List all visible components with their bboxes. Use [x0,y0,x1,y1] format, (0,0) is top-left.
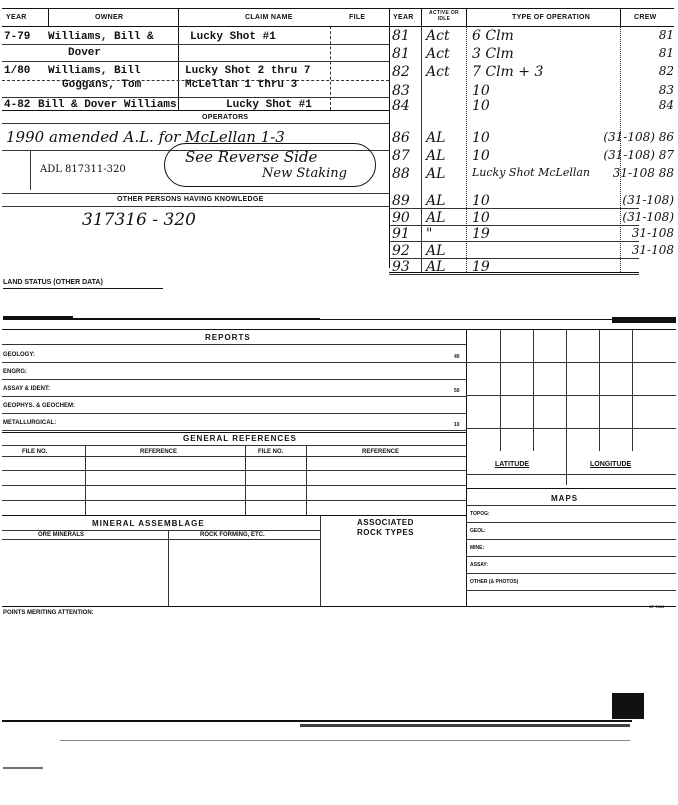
owner-row-3-year: 1/80 [4,65,31,77]
activity-row-7-year: 87 [392,148,410,164]
activity-row-8-status: AL [426,166,446,182]
operators-note-new-staking: New Staking [262,166,347,181]
activity-row-12-status: AL [426,243,446,259]
maps-item-2: GEOL: [470,528,486,534]
activity-row-1-type: 6 Clm [472,28,514,44]
header-owner: OWNER [95,14,124,21]
activity-row-3-year: 82 [392,64,410,80]
header-crew: CREW [634,14,657,21]
owner-row-1-claim: Lucky Shot #1 [190,31,276,43]
activity-row-13-type: 19 [472,259,490,275]
operators-note-1: 1990 amended A.L. for McLellan 1-3 [6,128,285,146]
activity-row-9-type: 10 [472,193,490,209]
activity-row-1-year: 81 [392,28,410,44]
operators-note-code: ADL 817311-320 [40,164,126,175]
owner-row-2-owner: Dover [68,47,102,59]
owner-row-5-claim: Lucky Shot #1 [226,99,312,111]
general-refs-file-no: FILE NO. [22,449,48,455]
general-refs-title: GENERAL REFERENCES [183,434,297,443]
report-label-3: ASSAY & IDENT: [3,386,51,392]
operators-note-see-reverse: See Reverse Side [185,148,318,166]
activity-row-4-crew: 83 [658,83,674,97]
activity-row-10-crew: (31-108) [622,210,674,224]
activity-row-8-type: Lucky Shot McLellan [472,166,591,179]
owner-row-4-claim: McLellan 1 thru 3 [185,79,298,91]
reports-title: REPORTS [205,333,251,342]
maps-title: MAPS [551,494,579,503]
activity-row-12-year: 92 [392,243,410,259]
report-label-5: METALLURGICAL: [3,420,57,426]
land-status-label: LAND STATUS (OTHER DATA) [3,279,103,286]
activity-row-3-crew: 82 [658,64,674,78]
header-claim-name: CLAIM NAME [245,14,293,21]
header-file: FILE [349,14,366,21]
latitude-label: LATITUDE [495,461,530,468]
maps-item-3: MINE: [470,545,485,551]
activity-row-11-crew: 31-108 [631,226,674,240]
activity-row-8-year: 88 [392,166,410,182]
operators-label: OPERATORS [202,114,249,121]
longitude-label: LONGITUDE [590,461,632,468]
maps-item-5: OTHER (& PHOTOS) [470,579,519,585]
activity-row-1-status: Act [426,28,450,44]
activity-row-13-status: AL [426,259,446,275]
activity-row-13-year: 93 [392,259,410,275]
owner-row-4-owner: Goggans, Tom [62,79,142,91]
activity-row-4-year: 83 [392,83,410,99]
points-label: POINTS MERITING ATTENTION: [3,610,94,616]
general-refs-reference-2: REFERENCE [362,449,400,455]
header-type-of-operation: TYPE OF OPERATION [512,14,591,21]
activity-row-2-status: Act [426,46,450,62]
owner-row-3-owner: Williams, Bill [48,65,141,77]
maps-item-1: TOPOG: [470,511,490,517]
activity-row-9-year: 89 [392,193,410,209]
activity-row-7-status: AL [426,148,446,164]
report-num-5: 10 [454,422,460,428]
header-year-2: YEAR [393,14,414,21]
activity-row-3-status: Act [426,64,450,80]
activity-row-8-crew: 31-108 88 [612,166,674,180]
activity-row-10-type: 10 [472,210,490,226]
activity-row-5-type: 10 [472,98,490,114]
activity-row-6-status: AL [426,130,446,146]
general-refs-reference: REFERENCE [140,449,178,455]
owner-row-1-owner: Williams, Bill & [48,31,154,43]
header-active-or-idle: ACTIVE OR IDLE [429,10,459,22]
assoc-rock-b: ROCK TYPES [357,528,415,537]
maps-item-4: ASSAY: [470,562,489,568]
ore-minerals-label: ORE MINERALS [38,532,85,538]
activity-row-11-year: 91 [392,226,410,242]
owner-row-3-claim: Lucky Shot 2 thru 7 [185,65,311,77]
activity-row-11-type: 19 [472,226,490,242]
activity-row-2-crew: 81 [658,46,674,60]
owner-row-1-year: 7-79 [4,31,31,43]
activity-row-2-type: 3 Clm [472,46,514,62]
report-label-4: GEOPHYS. & GEOCHEM: [3,403,76,409]
activity-row-7-type: 10 [472,148,490,164]
rock-forming-label: ROCK FORMING, ETC. [200,532,265,538]
assoc-rock-a: ASSOCIATED [357,518,414,527]
activity-row-4-type: 10 [472,83,490,99]
activity-row-11-status: " [426,226,433,242]
activity-row-9-crew: (31-108) [622,193,674,207]
activity-row-5-crew: 84 [658,98,674,112]
header-year: YEAR [6,14,27,21]
activity-row-10-status: AL [426,210,446,226]
owner-row-5-owner: Bill & Dover Williams [38,99,177,111]
activity-row-5-year: 84 [392,98,410,114]
activity-row-9-status: AL [426,193,446,209]
owner-row-5-year: 4-82 [4,99,31,111]
report-label-2: ENGRG: [3,369,27,375]
report-num-3: 50 [454,388,460,394]
report-label-1: GEOLOGY: [3,352,35,358]
activity-row-2-year: 81 [392,46,410,62]
activity-row-6-year: 86 [392,130,410,146]
mineral-title: MINERAL ASSEMBLAGE [92,519,205,528]
activity-row-1-crew: 81 [658,28,674,42]
activity-row-3-type: 7 Clm + 3 [472,64,544,80]
activity-row-6-crew: (31-108) 86 [603,130,674,144]
activity-row-7-crew: (31-108) 87 [603,148,674,162]
activity-row-12-crew: 31-108 [631,243,674,257]
activity-row-6-type: 10 [472,130,490,146]
other-persons-note: 317316 - 320 [82,210,196,230]
report-num-1: 40 [454,354,460,360]
form-code: SP 7815 [649,604,665,609]
other-persons-label: OTHER PERSONS HAVING KNOWLEDGE [117,196,264,203]
general-refs-file-no-2: FILE NO. [258,449,284,455]
activity-row-10-year: 90 [392,210,410,226]
